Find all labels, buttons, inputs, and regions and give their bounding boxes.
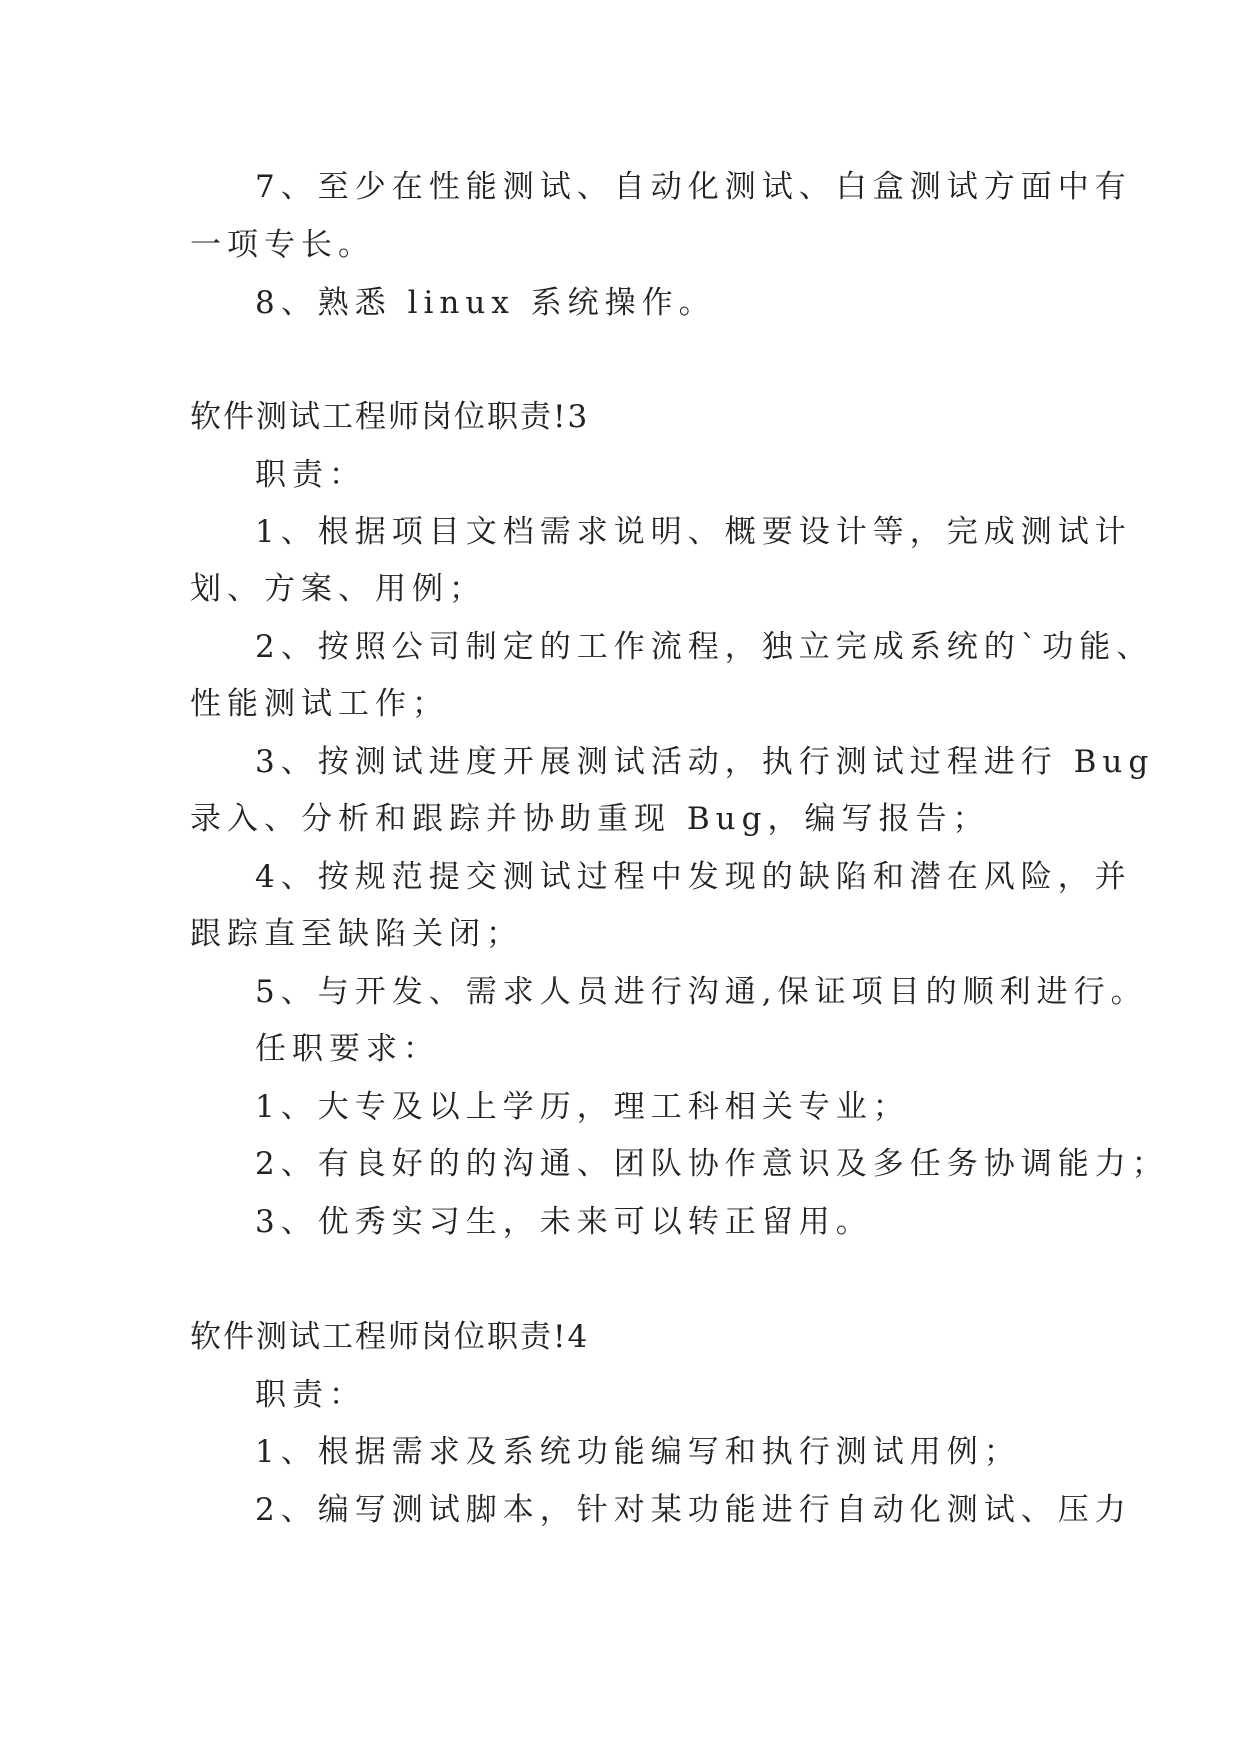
paragraph-line: 职责： <box>255 1377 366 1413</box>
paragraph-line: 2、按照公司制定的工作流程，独立完成系统的`功能、 <box>255 629 1154 665</box>
section-heading: 软件测试工程师岗位职责!4 <box>190 1319 590 1355</box>
paragraph-line: 录入、分析和跟踪并协助重现 Bug，编写报告； <box>190 801 990 837</box>
paragraph-line: 5、与开发、需求人员进行沟通,保证项目的顺利进行。 <box>255 974 1148 1010</box>
paragraph-line: 职责： <box>255 457 366 493</box>
paragraph-line: 2、编写测试脚本，针对某功能进行自动化测试、压力 <box>255 1492 1132 1528</box>
paragraph-line: 跟踪直至缺陷关闭； <box>190 916 523 952</box>
paragraph-line: 一项专长。 <box>190 227 375 263</box>
paragraph-line: 1、根据项目文档需求说明、概要设计等，完成测试计 <box>255 514 1132 550</box>
paragraph-line: 3、优秀实习生，未来可以转正留用。 <box>255 1204 873 1240</box>
paragraph-line: 1、大专及以上学历，理工科相关专业； <box>255 1089 910 1125</box>
paragraph-line: 3、按测试进度开展测试活动，执行测试过程进行 Bug <box>255 744 1155 780</box>
paragraph-line: 2、有良好的的沟通、团队协作意识及多任务协调能力； <box>255 1146 1169 1182</box>
paragraph-line: 划、方案、用例； <box>190 571 486 607</box>
section-heading: 软件测试工程师岗位职责!3 <box>190 399 590 435</box>
paragraph-line: 1、根据需求及系统功能编写和执行测试用例； <box>255 1434 1021 1470</box>
paragraph-line: 8、熟悉 linux 系统操作。 <box>255 285 716 321</box>
paragraph-line: 4、按规范提交测试过程中发现的缺陷和潜在风险，并 <box>255 859 1132 895</box>
paragraph-line: 任职要求： <box>255 1031 440 1067</box>
paragraph-line: 7、至少在性能测试、自动化测试、白盒测试方面中有 <box>255 169 1132 205</box>
paragraph-line: 性能测试工作； <box>190 686 449 722</box>
